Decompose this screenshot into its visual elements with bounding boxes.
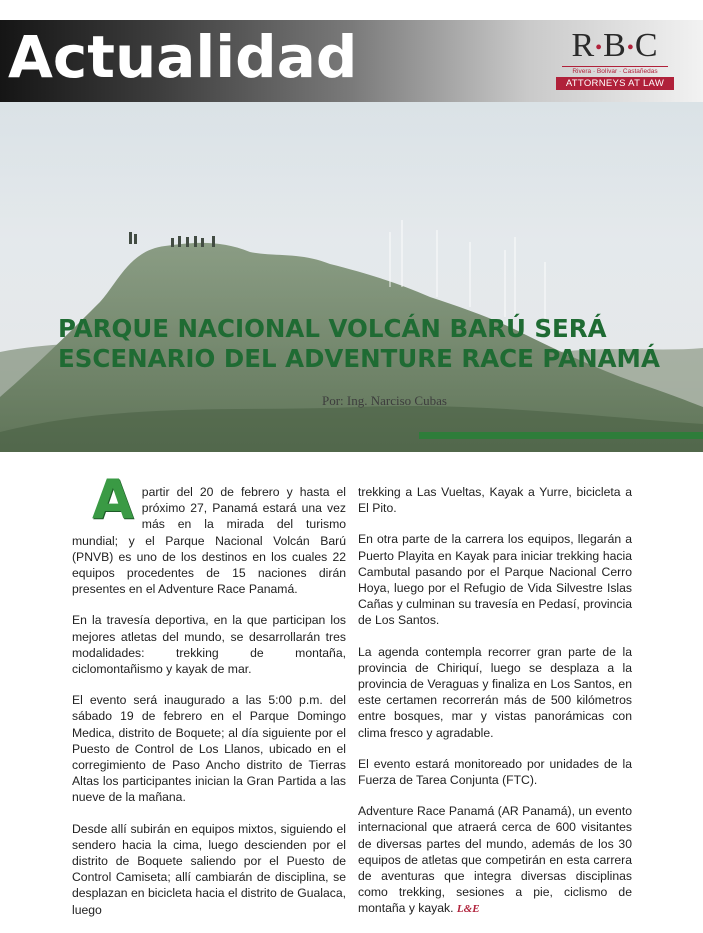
article-paragraph: Desde allí subirán en equipos mixtos, siguiendo el sendero hacia la cima, luego descienden por el distrito de Boquete saliendo por el Puesto de Control Camiseta; allí cambiarán de disciplina, se desplazan en bicicleta hacia el distrito de Gualaca, luego	[72, 821, 346, 917]
logo-dot: •	[595, 37, 604, 60]
logo-letter-c: C	[634, 27, 659, 64]
logo-dot: •	[626, 37, 635, 60]
logo-letters	[556, 29, 674, 65]
rbc-logo	[556, 29, 674, 93]
article-paragraph: trekking a Las Vueltas, Kayak a Yurre, bicicleta a El Pito.	[358, 485, 632, 516]
article-paragraph	[358, 803, 632, 917]
paragraph-text: partir del 20 de febrero y hasta el próximo 27, Panamá estará una vez más en la mirada del turismo mundial; y el Parque Nacional Volcán Barú (PNVB) es uno de los destinos en los cuales 22 equipos procedentes de 15 naciones dirán presentes en el Adventure Race Panamá.	[72, 485, 346, 597]
paragraph-text: Adventure Race Panamá (AR Panamá), un evento internacional que atraerá cerca de 600 visitantes de diversas partes del mundo, además de los 30 equipos de atletas que competirán en esta carrera de aventuras que integra diversas disciplinas como trekking, sesiones a pie, ciclismo de montaña y kayak.	[358, 804, 632, 916]
article-title-line: ESCENARIO DEL ADVENTURE RACE PANAMÁ	[58, 344, 660, 373]
green-divider-bar	[419, 432, 703, 439]
article-byline: Por: Ing. Narciso Cubas	[322, 393, 447, 408]
article-paragraph: La agenda contempla recorrer gran parte de la provincia de Chiriquí, luego se desplaza a la provincia de Veraguas y finaliza en Los Santos, en este certamen recorrerán más de 500 kilómetros entre bosques, mar y vistas panorámicas con clima fresco y agradable.	[358, 644, 632, 740]
logo-letter-r: R	[571, 27, 596, 64]
article-paragraph: El evento será inaugurado a las 5:00 p.m. del sábado 19 de febrero en el Parque Domingo Medica, distrito de Boquete; al día siguiente por el Puesto de Control de Los Llanos, ubicado en el corregimiento de Paso Ancho distrito de Tierras Altas los participantes inician la Gran Partida a las nueve de la mañana.	[72, 693, 346, 805]
article-title-line: PARQUE NACIONAL VOLCÁN BARÚ SERÁ	[58, 314, 607, 343]
drop-cap: A	[92, 468, 134, 531]
article-title	[58, 314, 698, 374]
article-paragraph: En la travesía deportiva, en la que participan los mejores atletas del mundo, se desarrollarán tres modalidades: trekking de montaña, ciclomontañismo y kayak de mar.	[72, 613, 346, 677]
article-paragraph: El evento estará monitoreado por unidades de la Fuerza de Tarea Conjunta (FTC).	[358, 756, 632, 788]
logo-letter-b: B	[603, 27, 627, 64]
logo-partner-names: Rivera · Bolívar · Castañedas	[562, 66, 668, 76]
logo-tagline: ATTORNEYS AT LAW	[556, 77, 674, 90]
article-column-right	[358, 484, 632, 933]
article-column-left	[72, 468, 346, 933]
author-signature: L&E	[456, 903, 480, 916]
section-header-bar	[0, 20, 703, 102]
section-title: Actualidad	[8, 23, 358, 91]
article-paragraph: En otra parte de la carrera los equipos, llegarán a Puerto Playita en Kayak para iniciar trekking hacia Cambutal pasando por el Parque Nacional Cerro Hoya, luego por el Refugio de Vida Silvestre Islas Cañas y culminan su travesía en Pedasí, provincia de Los Santos.	[358, 532, 632, 628]
article-paragraph	[72, 468, 346, 597]
